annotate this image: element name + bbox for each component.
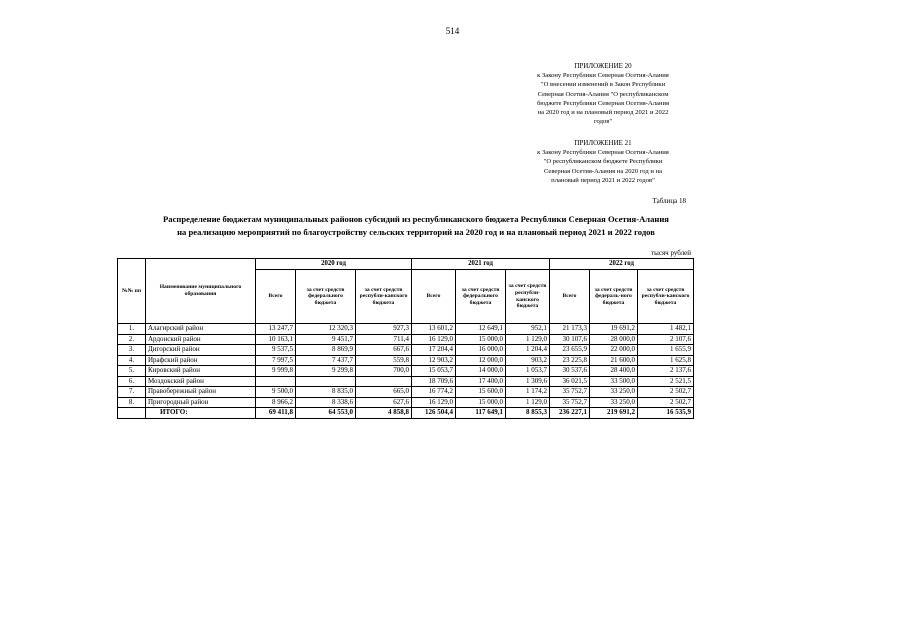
value-cell: 8 966,2 <box>256 397 296 408</box>
value-cell: 36 021,5 <box>550 376 590 387</box>
value-cell: 1 053,7 <box>506 366 550 377</box>
appendix-21-line: к Закону Республики Северная Осетия-Алания <box>537 149 669 157</box>
page-number: 514 <box>445 26 460 36</box>
document-title <box>110 213 722 239</box>
value-cell: 12 903,2 <box>412 355 456 366</box>
appendix-21-block <box>508 139 698 185</box>
total-number-cell <box>118 408 146 419</box>
municipality-name-cell: Дигорский район <box>146 345 256 356</box>
total-value-cell: 8 855,3 <box>506 408 550 419</box>
header-number: №№ пп <box>118 259 146 324</box>
total-row <box>118 408 694 419</box>
value-cell: 14 000,0 <box>456 366 506 377</box>
value-cell: 9 299,8 <box>296 366 356 377</box>
value-cell: 711,4 <box>356 334 412 345</box>
municipality-name-cell: Моздокский район <box>146 376 256 387</box>
table-row <box>118 334 694 345</box>
appendix-20-line: на 2020 год и на плановый период 2021 и 2022 <box>537 109 669 117</box>
value-cell: 1 129,0 <box>506 397 550 408</box>
value-cell: 15 600,0 <box>456 387 506 398</box>
value-cell: 18 709,6 <box>412 376 456 387</box>
municipality-name-cell: Ирафский район <box>146 355 256 366</box>
document-title-line: Распределение бюджетам муниципальных районов субсидий из республиканского бюджета Республики Северная Осетия-Алания <box>163 214 669 224</box>
municipality-name-cell: Ардонский район <box>146 334 256 345</box>
value-cell: 16 129,0 <box>412 397 456 408</box>
header-year-2022: 2022 год <box>550 259 694 270</box>
appendix-20-line: бюджете Республики Северная Осетия-Алания <box>536 99 670 107</box>
row-number-cell: 8. <box>118 397 146 408</box>
total-value-cell: 219 691,2 <box>590 408 638 419</box>
appendix-20-line: Северная Осетия-Алания "О республиканском <box>537 90 669 98</box>
value-cell <box>256 376 296 387</box>
value-cell: 700,0 <box>356 366 412 377</box>
value-cell: 7 437,7 <box>296 355 356 366</box>
value-cell: 22 000,0 <box>590 345 638 356</box>
table-row <box>118 376 694 387</box>
value-cell: 28 400,0 <box>590 366 638 377</box>
municipality-name-cell: Пригородный район <box>146 397 256 408</box>
row-number-cell: 4. <box>118 355 146 366</box>
appendix-20-block <box>508 62 698 126</box>
value-cell: 1 309,6 <box>506 376 550 387</box>
value-cell: 1 655,9 <box>638 345 694 356</box>
value-cell: 559,8 <box>356 355 412 366</box>
value-cell <box>296 376 356 387</box>
value-cell: 12 649,1 <box>456 324 506 335</box>
table-number: Таблица 18 <box>652 197 686 205</box>
total-value-cell: 126 504,4 <box>412 408 456 419</box>
subsidy-table <box>117 258 694 419</box>
value-cell: 19 691,2 <box>590 324 638 335</box>
value-cell: 21 600,0 <box>590 355 638 366</box>
value-cell: 1 204,4 <box>506 345 550 356</box>
header-republic-2022: за счет средств республи-канского бюджета <box>638 270 694 324</box>
total-label-cell: ИТОГО: <box>146 408 256 419</box>
table-row <box>118 397 694 408</box>
total-value-cell: 236 227,1 <box>550 408 590 419</box>
value-cell: 15 000,0 <box>456 397 506 408</box>
header-municipality: Наименование муниципального образования <box>146 259 256 324</box>
table-row <box>118 345 694 356</box>
value-cell: 1 129,0 <box>506 334 550 345</box>
value-cell: 9 999,8 <box>256 366 296 377</box>
value-cell: 16 129,0 <box>412 334 456 345</box>
value-cell: 30 537,6 <box>550 366 590 377</box>
value-cell: 903,2 <box>506 355 550 366</box>
value-cell: 12 320,3 <box>296 324 356 335</box>
header-year-2021: 2021 год <box>412 259 550 270</box>
value-cell: 9 500,0 <box>256 387 296 398</box>
value-cell: 13 247,7 <box>256 324 296 335</box>
value-cell: 13 601,2 <box>412 324 456 335</box>
value-cell: 8 835,0 <box>296 387 356 398</box>
row-number-cell: 1. <box>118 324 146 335</box>
total-value-cell: 117 649,1 <box>456 408 506 419</box>
value-cell: 2 521,5 <box>638 376 694 387</box>
row-number-cell: 5. <box>118 366 146 377</box>
appendix-21-line: "О республиканском бюджете Республики <box>543 158 663 166</box>
value-cell: 627,6 <box>356 397 412 408</box>
value-cell: 667,6 <box>356 345 412 356</box>
municipality-name-cell: Правобережный район <box>146 387 256 398</box>
header-year-2020: 2020 год <box>256 259 412 270</box>
value-cell: 35 752,7 <box>550 397 590 408</box>
table-row <box>118 355 694 366</box>
value-cell: 16 774,2 <box>412 387 456 398</box>
value-cell: 21 173,3 <box>550 324 590 335</box>
value-cell: 2 502,7 <box>638 387 694 398</box>
value-cell: 28 000,0 <box>590 334 638 345</box>
value-cell: 35 752,7 <box>550 387 590 398</box>
value-cell: 30 107,6 <box>550 334 590 345</box>
header-federal-2021: за счет средств федерального бюджета <box>456 270 506 324</box>
header-federal-2022: за счет средств федераль-ного бюджета <box>590 270 638 324</box>
value-cell: 9 537,5 <box>256 345 296 356</box>
table-body <box>118 324 694 419</box>
total-value-cell: 69 411,8 <box>256 408 296 419</box>
appendix-20-line: годов" <box>593 118 613 126</box>
value-cell: 9 451,7 <box>296 334 356 345</box>
header-total-2021: Всего <box>412 270 456 324</box>
value-cell: 952,1 <box>506 324 550 335</box>
row-number-cell: 7. <box>118 387 146 398</box>
value-cell: 2 107,6 <box>638 334 694 345</box>
value-cell: 1 625,8 <box>638 355 694 366</box>
value-cell: 33 250,0 <box>590 397 638 408</box>
document-title-line: на реализацию мероприятий по благоустройству сельских территорий на 2020 год и на плановый период 2021 и 2022 годов <box>177 227 655 237</box>
value-cell: 8 869,9 <box>296 345 356 356</box>
value-cell: 17 400,0 <box>456 376 506 387</box>
value-cell: 23 655,9 <box>550 345 590 356</box>
value-cell: 927,3 <box>356 324 412 335</box>
appendix-21-line: Северная Осетия-Алания на 2020 год и на <box>543 167 663 175</box>
total-value-cell: 64 553,0 <box>296 408 356 419</box>
value-cell <box>356 376 412 387</box>
header-republic-2021: за счет средств республи-канского бюджета <box>506 270 550 324</box>
value-cell: 33 500,0 <box>590 376 638 387</box>
row-number-cell: 2. <box>118 334 146 345</box>
value-cell: 15 053,7 <box>412 366 456 377</box>
total-value-cell: 16 535,9 <box>638 408 694 419</box>
total-value-cell: 4 858,8 <box>356 408 412 419</box>
appendix-20-line: "О внесении изменений в Закон Республики <box>540 81 666 89</box>
value-cell: 10 163,1 <box>256 334 296 345</box>
value-cell: 33 250,0 <box>590 387 638 398</box>
value-cell: 16 000,0 <box>456 345 506 356</box>
value-cell: 2 502,7 <box>638 397 694 408</box>
value-cell: 1 482,1 <box>638 324 694 335</box>
value-cell: 23 225,8 <box>550 355 590 366</box>
header-republic-2020: за счет средств республи-канского бюджета <box>356 270 412 324</box>
value-cell: 17 204,4 <box>412 345 456 356</box>
appendix-21-title: ПРИЛОЖЕНИЕ 21 <box>574 139 632 147</box>
appendix-21-line: плановый период 2021 и 2022 годов" <box>551 176 655 184</box>
header-total-2022: Всего <box>550 270 590 324</box>
appendix-20-title: ПРИЛОЖЕНИЕ 20 <box>574 62 632 70</box>
table-row <box>118 324 694 335</box>
row-number-cell: 3. <box>118 345 146 356</box>
value-cell: 7 997,5 <box>256 355 296 366</box>
value-cell: 15 000,0 <box>456 334 506 345</box>
value-cell: 12 000,0 <box>456 355 506 366</box>
table-row <box>118 387 694 398</box>
table-row <box>118 366 694 377</box>
header-federal-2020: за счет средств федерального бюджета <box>296 270 356 324</box>
units-label: тысяч рублей <box>651 249 691 257</box>
value-cell: 665,0 <box>356 387 412 398</box>
municipality-name-cell: Кировский район <box>146 366 256 377</box>
header-total-2020: Всего <box>256 270 296 324</box>
row-number-cell: 6. <box>118 376 146 387</box>
appendix-20-line: к Закону Республики Северная Осетия-Алания <box>537 72 669 80</box>
municipality-name-cell: Алагирский район <box>146 324 256 335</box>
value-cell: 8 338,6 <box>296 397 356 408</box>
value-cell: 2 137,6 <box>638 366 694 377</box>
value-cell: 1 174,2 <box>506 387 550 398</box>
